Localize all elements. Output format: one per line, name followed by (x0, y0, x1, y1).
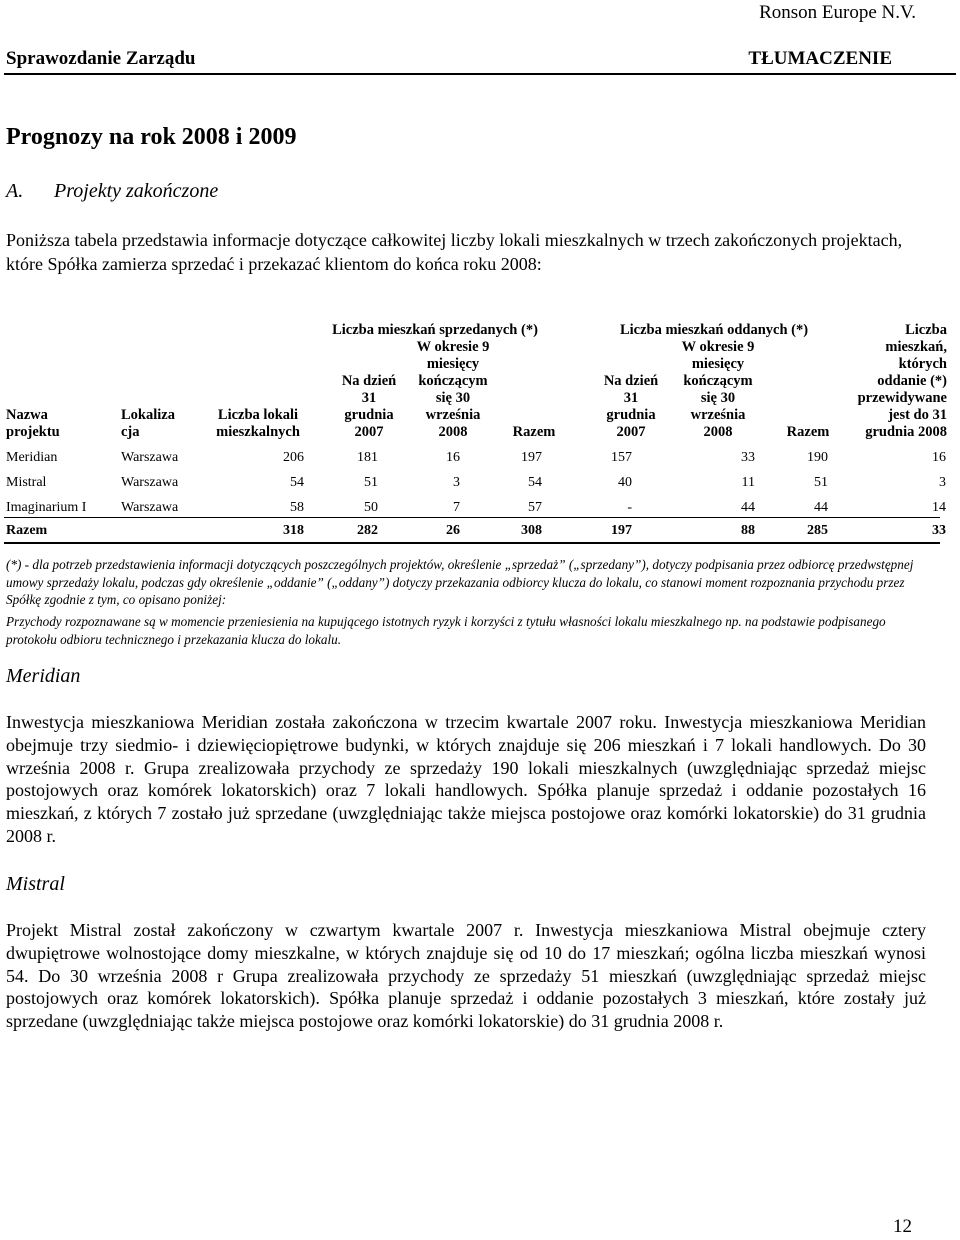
total-del-total: 285 (807, 523, 828, 538)
row-location: Warszawa (121, 500, 179, 515)
total-rule (4, 517, 940, 518)
row-sold-period: 3 (453, 475, 460, 490)
row-del-period: 44 (741, 500, 755, 515)
mistral-heading: Mistral (6, 873, 65, 895)
row-units: 206 (283, 450, 304, 465)
page-number: 12 (893, 1216, 912, 1237)
table-footnote: (*) - dla potrzeb przedstawienia informacji dotyczących poszczególnych projektów, określenie „sprzedaż” („sprzedany”), dotyczy podpisania przez odbiorcę przedwstępnej umowy sprzedaży lokalu, podczas gdy określenie „oddanie” („oddany”) dotyczy przekazania odbiorcy klucza do lokalu, co stanowi moment rozpoznania przychodu przez Spółkę zgodnie z tym, co opisano poniżej: (6, 557, 914, 607)
row-name: Mistral (6, 475, 47, 490)
row-sold-dec: 181 (357, 450, 378, 465)
header-line: grudnia 2008 (865, 424, 947, 440)
header-line: Liczba (905, 322, 947, 338)
row-sold-dec: 51 (364, 475, 378, 490)
total-label: Razem (6, 523, 48, 538)
total-del-period: 88 (741, 523, 755, 538)
header-line: mieszkań, (885, 339, 947, 355)
header-line: miesięcy (691, 356, 745, 372)
row-sold-period: 7 (453, 500, 460, 515)
header-line: Na dzień (341, 373, 397, 389)
revenue-note: Przychody rozpoznawane są w momencie przeniesienia na kupującego istotnych ryzyk i korzyści z tytułu własności lokalu mieszkalnego np. na podstawie podpisanego protokołu odbioru technicznego i przekazania klucza do lokalu. (6, 614, 886, 647)
meridian-heading: Meridian (6, 665, 81, 687)
header-line: Liczba lokali (217, 407, 299, 423)
col-sold-total: Razem (512, 424, 556, 440)
header-line: miesięcy (426, 356, 480, 372)
mistral-paragraph: Projekt Mistral został zakończony w czwartym kwartale 2007 r. Inwestycja mieszkaniowa Mistral obejmuje cztery dwupiętrowe wolnostojące domy mieszkalne, w których znajduje się od 10 do 17 mieszkań; ogólna liczba mieszkań wynosi 54. Do 30 września 2008 r Grupa zrealizowała przychody ze sprzedaży 51 mieszkań (uwzględniając sprzedaż miejsc postojowych oraz komórek lokatorskich). Spółka planuje sprzedaż i oddanie pozostałych 3 mieszkań, które zostały już sprzedane (uwzględniając także miejsca postojowe oraz komórki lokatorskie) do 31 grudnia 2008 r. (6, 920, 926, 1032)
header-line: Lokaliza (121, 407, 175, 423)
row-location: Warszawa (121, 475, 179, 490)
header-line: oddanie (*) (877, 373, 947, 389)
row-del-dec: - (627, 500, 632, 515)
row-del-period: 11 (741, 475, 755, 490)
row-name: Meridian (6, 450, 58, 465)
total-sold-total: 308 (521, 523, 542, 538)
header-line: 31 (361, 390, 377, 406)
col-sold-period (403, 339, 503, 441)
header-line: grudnia (606, 407, 656, 423)
col-location (121, 407, 201, 441)
header-line: jest do 31 (888, 407, 947, 423)
col-del-period (668, 339, 768, 441)
header-line: grudnia (344, 407, 394, 423)
col-sold-dec (334, 373, 404, 441)
row-sold-total: 54 (528, 475, 542, 490)
company-name: Ronson Europe N.V. (759, 2, 916, 23)
col-del-total: Razem (786, 424, 830, 440)
row-expected: 16 (932, 450, 946, 465)
header-line: których (898, 356, 947, 372)
total-units: 318 (283, 523, 304, 538)
header-line: 2007 (354, 424, 384, 440)
col-units (198, 407, 318, 441)
total-sold-period: 26 (446, 523, 460, 538)
header-line: mieszkalnych (216, 424, 300, 440)
header-line: 2007 (616, 424, 646, 440)
report-title: Sprawozdanie Zarządu (6, 48, 196, 69)
header-line: W okresie 9 (681, 339, 755, 355)
row-del-dec: 157 (611, 450, 632, 465)
group-delivered-header: Liczba mieszkań oddanych (*) (619, 322, 809, 338)
row-del-dec: 40 (618, 475, 632, 490)
header-line: września (425, 407, 481, 423)
row-sold-total: 57 (528, 500, 542, 515)
page-title: Prognozy na rok 2008 i 2009 (6, 124, 297, 150)
row-del-period: 33 (741, 450, 755, 465)
row-del-total: 44 (814, 500, 828, 515)
row-expected: 14 (932, 500, 946, 515)
header-line: 2008 (438, 424, 468, 440)
translation-label: TŁUMACZENIE (748, 48, 892, 69)
col-del-dec (596, 373, 666, 441)
intro-paragraph: Poniższa tabela przedstawia informacje dotyczące całkowitej liczby lokali mieszkalnych w trzech zakończonych projektach, które Spółka zamierza sprzedać i przekazać klientom do końca roku 2008: (6, 230, 903, 274)
header-line: kończącym (418, 373, 488, 389)
group-sold-header: Liczba mieszkań sprzedanych (*) (332, 322, 538, 338)
header-line: cja (121, 424, 140, 440)
total-sold-dec: 282 (357, 523, 378, 538)
header-line: przewidywane (857, 390, 947, 406)
row-del-total: 190 (807, 450, 828, 465)
row-sold-period: 16 (446, 450, 460, 465)
header-line: Nazwa (6, 407, 48, 423)
total-expected: 33 (932, 523, 946, 538)
header-line: W okresie 9 (416, 339, 490, 355)
header-line: Na dzień (603, 373, 659, 389)
meridian-paragraph: Inwestycja mieszkaniowa Meridian została zakończona w trzecim kwartale 2007 roku. Inwestycja mieszkaniowa Meridian obejmuje trzy siedmio- i dziewięciopiętrowe budynki, w których znajduje się 206 mieszkań i 7 lokali handlowych. Do 30 września 2008 r. Grupa zrealizowała przychody ze sprzedaży 190 lokali mieszkalnych (uwzględniając sprzedaż miejsc postojowych oraz komórek lokatorskich) oraz 7 lokali handlowych. Spółka planuje sprzedaż i oddanie pozostałych 16 mieszkań, z których 7 zostało już sprzedane (uwzględniając także miejsca postojowe oraz komórki lokatorskie) do 31 grudnia 2008 r. (6, 712, 926, 846)
header-line: 31 (623, 390, 639, 406)
row-sold-total: 197 (521, 450, 542, 465)
col-project-name (6, 407, 106, 441)
total-del-dec: 197 (611, 523, 632, 538)
section-title: Projekty zakończone (54, 180, 219, 202)
table-bottom-rule (4, 542, 940, 544)
row-units: 54 (290, 475, 304, 490)
header-line: projektu (6, 424, 60, 440)
header-line: się 30 (435, 390, 471, 406)
section-letter: A. (6, 180, 24, 202)
row-location: Warszawa (121, 450, 179, 465)
row-expected: 3 (939, 475, 946, 490)
col-expected (822, 322, 947, 441)
projects-table (0, 0, 960, 560)
header-line: 2008 (703, 424, 733, 440)
row-units: 58 (290, 500, 304, 515)
header-line: września (690, 407, 746, 423)
row-sold-dec: 50 (364, 500, 378, 515)
header-line: kończącym (683, 373, 753, 389)
row-del-total: 51 (814, 475, 828, 490)
row-name: Imaginarium I (6, 500, 87, 515)
header-line: się 30 (700, 390, 736, 406)
